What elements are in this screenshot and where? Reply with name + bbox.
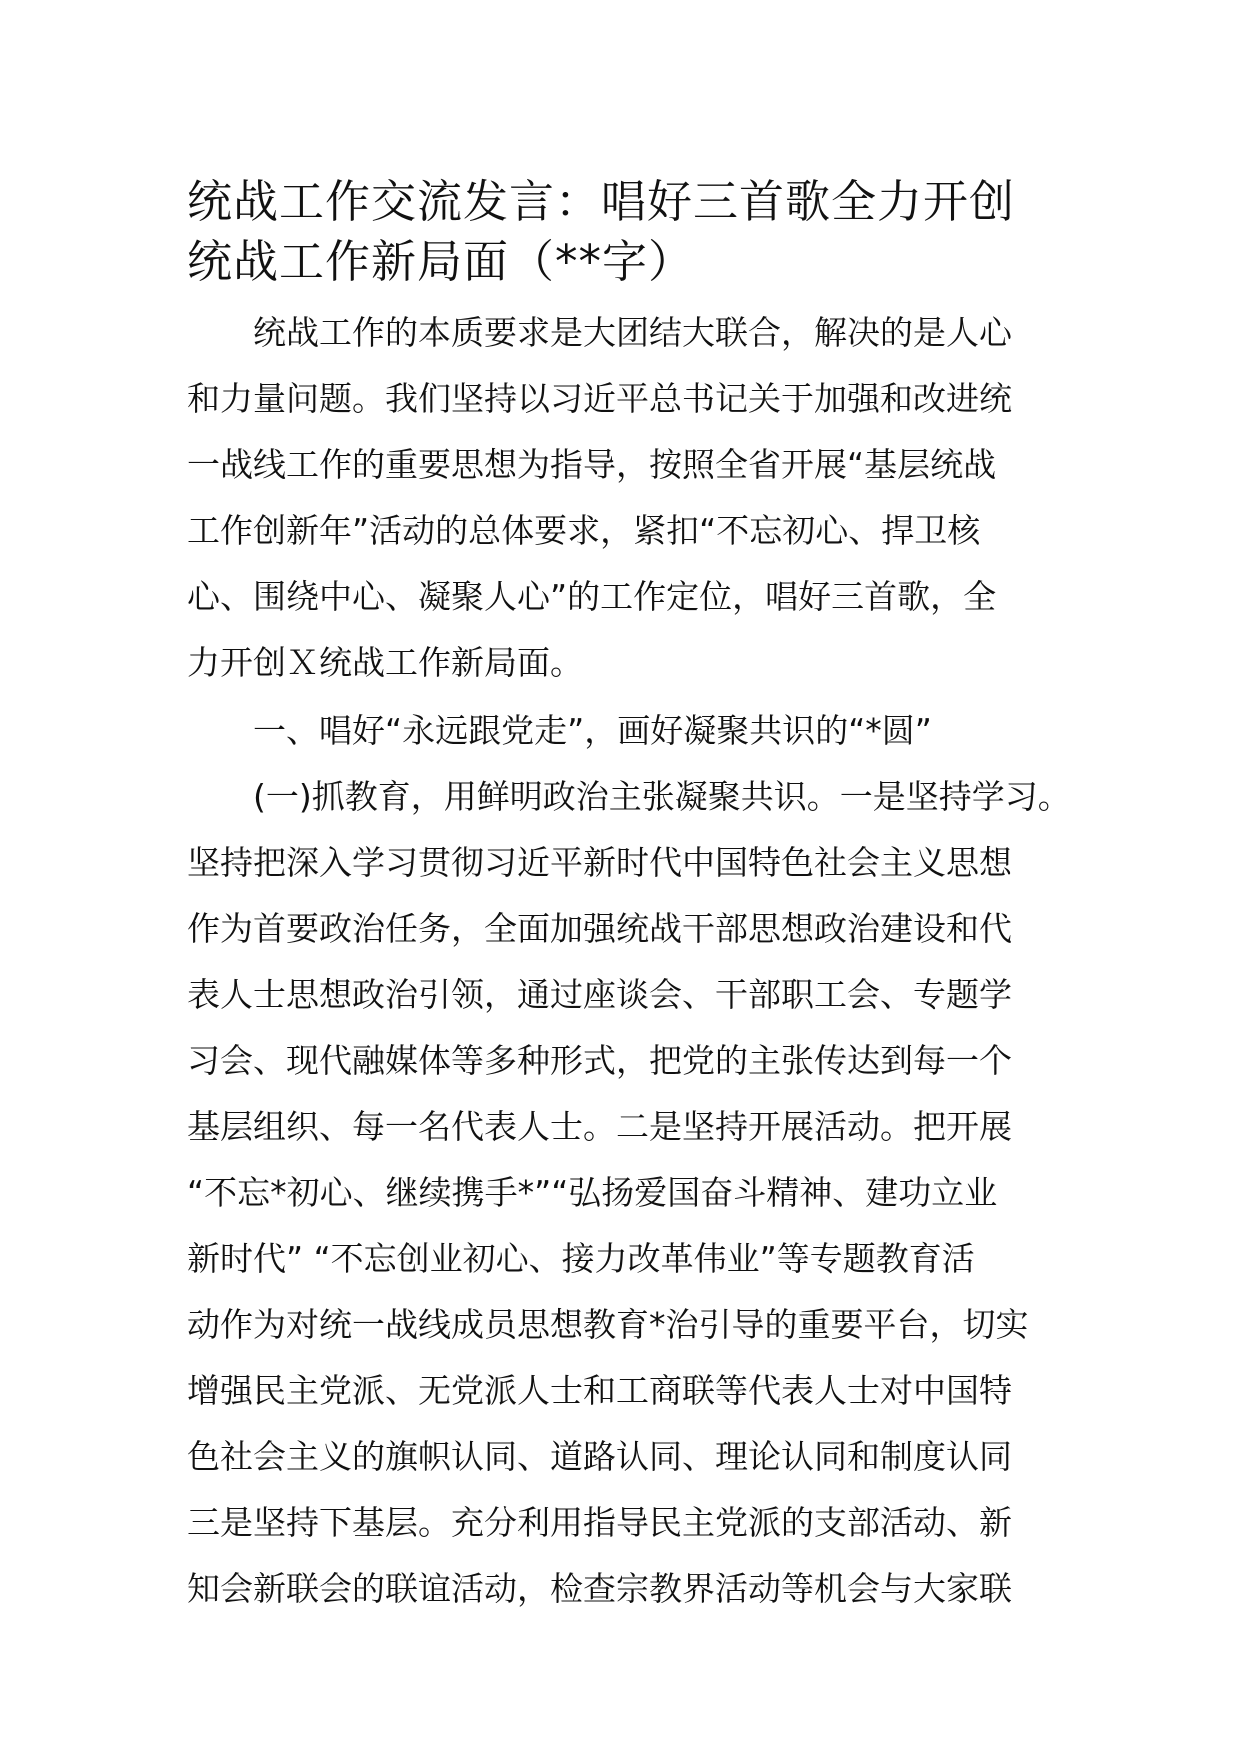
paragraph-line: 和力量问题。我们坚持以习近平总书记关于加强和改进统 xyxy=(187,379,1012,418)
paragraph-line: 力开创Ｘ统战工作新局面。 xyxy=(187,643,583,682)
paragraph-line: 心、围绕中心、凝聚人心”的工作定位，唱好三首歌，全 xyxy=(187,577,997,616)
paragraph-line: 基层组织、每一名代表人士。二是坚持开展活动。把开展 xyxy=(187,1107,1012,1146)
paragraph-line: 动作为对统一战线成员思想教育*治引导的重要平台，切实 xyxy=(187,1305,1029,1344)
paragraph-line: 作为首要政治任务，全面加强统战干部思想政治建设和代 xyxy=(187,909,1012,948)
paragraph-line: “不忘*初心、继续携手*”“弘扬爱国奋斗精神、建功立业 xyxy=(187,1173,998,1212)
paragraph-line: 一战线工作的重要思想为指导，按照全省开展“基层统战 xyxy=(187,445,997,484)
paragraph-line: 统战工作的本质要求是大团结大联合，解决的是人心 xyxy=(253,313,1012,352)
paragraph-line: 习会、现代融媒体等多种形式，把党的主张传达到每一个 xyxy=(187,1041,1012,1080)
paragraph-line: 新时代” “不忘创业初心、接力改革伟业”等专题教育活 xyxy=(187,1239,975,1278)
paragraph-line: 增强民主党派、无党派人士和工商联等代表人士对中国特 xyxy=(187,1371,1012,1410)
paragraph-line: 表人士思想政治引领，通过座谈会、干部职工会、专题学 xyxy=(187,975,1012,1014)
paragraph-line: 三是坚持下基层。充分利用指导民主党派的支部活动、新 xyxy=(187,1503,1012,1542)
document-body xyxy=(187,172,1071,1622)
subsection-paragraph xyxy=(187,764,1071,1622)
paragraph-line: 坚持把深入学习贯彻习近平新时代中国特色社会主义思想 xyxy=(187,843,1012,882)
document-title-line-2: 统战工作新局面（**字） xyxy=(187,235,695,288)
paragraph-line: 工作创新年”活动的总体要求，紧扣“不忘初心、捍卫核 xyxy=(187,511,981,550)
paragraph-line: 知会新联会的联谊活动，检查宗教界活动等机会与大家联 xyxy=(187,1569,1012,1608)
document-title-line-1: 统战工作交流发言：唱好三首歌全力开创 xyxy=(187,175,1016,228)
paragraph-line: 色社会主义的旗帜认同、道路认同、理论认同和制度认同 xyxy=(187,1437,1012,1476)
paragraph-line: (一)抓教育，用鲜明政治主张凝聚共识。一是坚持学习。 xyxy=(253,777,1071,816)
intro-paragraph xyxy=(187,300,1067,696)
section-heading: 一、唱好“永远跟党走”，画好凝聚共识的“*圆” xyxy=(253,711,932,750)
